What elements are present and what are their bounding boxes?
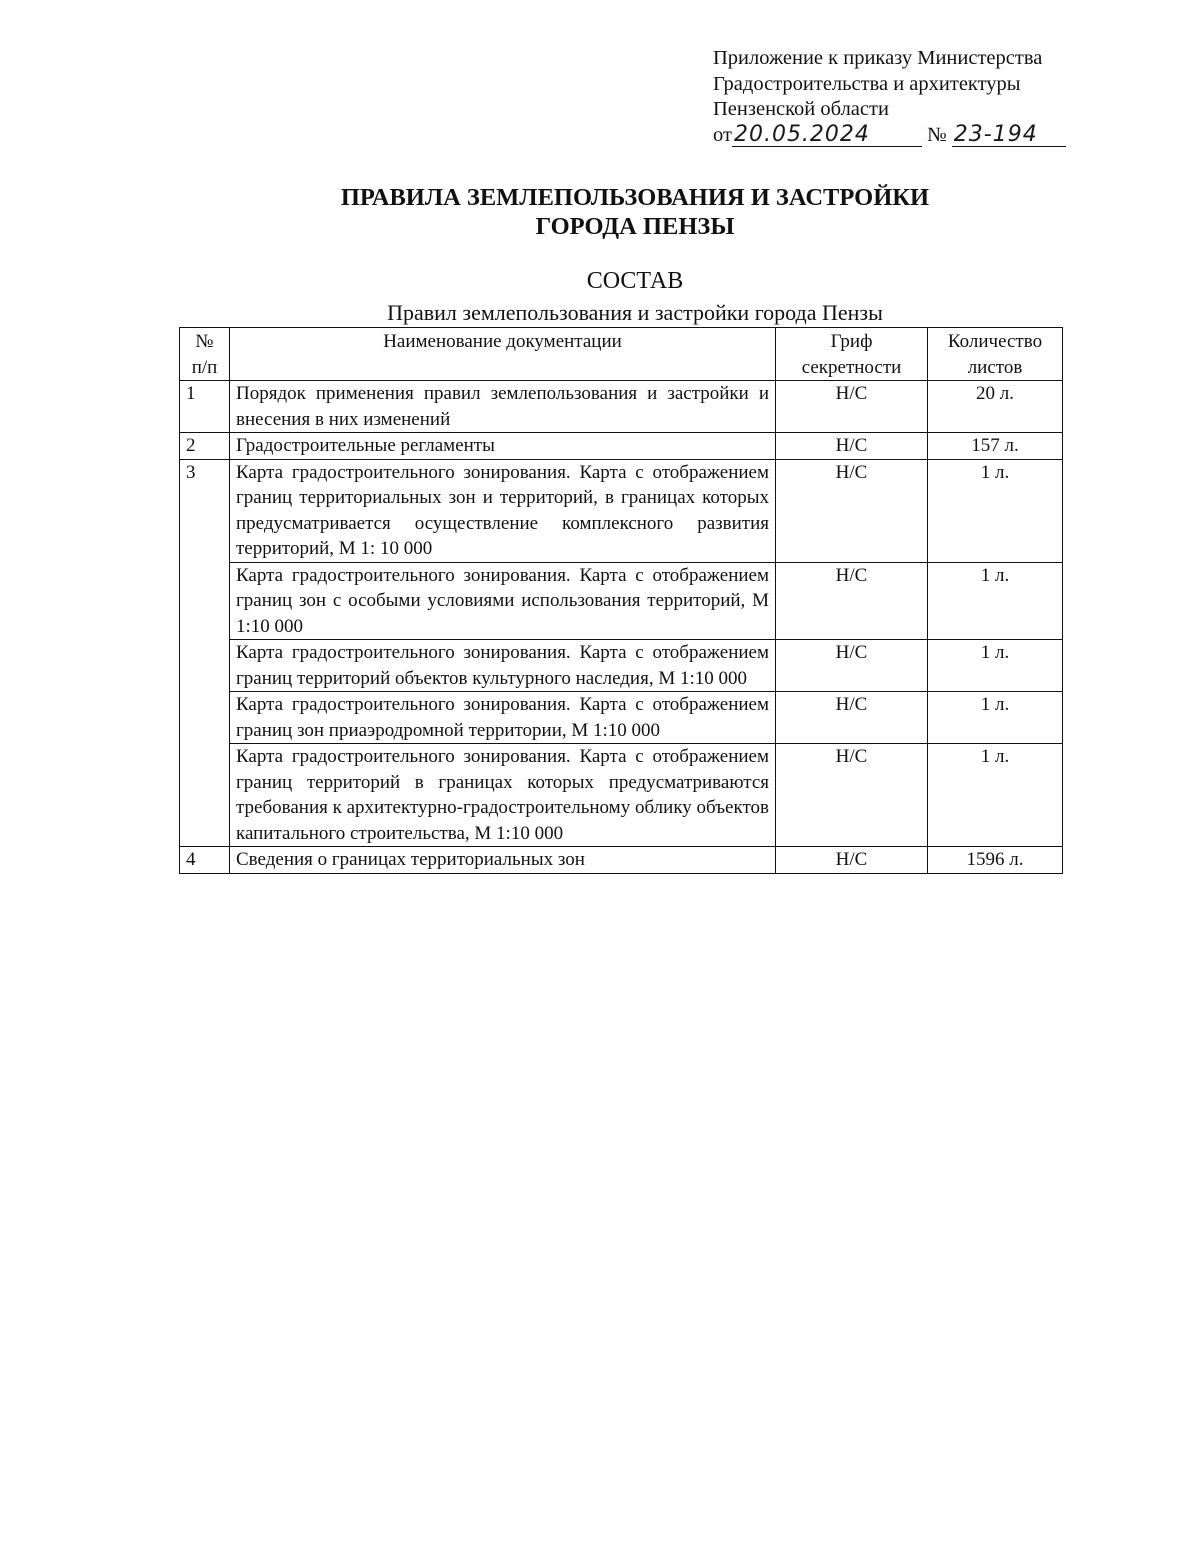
composition-subtitle: Правил землепользования и застройки города Пензы — [387, 300, 883, 325]
header-secrecy: Гриф секретности — [776, 328, 928, 381]
row-name: Сведения о границах территориальных зон — [230, 847, 776, 874]
document-title-line1: ПРАВИЛА ЗЕМЛЕПОЛЬЗОВАНИЯ И ЗАСТРОЙКИ — [340, 184, 930, 211]
number-prefix: № — [927, 123, 947, 146]
row-secrecy: Н/С — [776, 433, 928, 460]
appendix-block — [713, 46, 1153, 153]
row-sheets: 1 л. — [928, 744, 1063, 847]
row-secrecy: Н/С — [776, 640, 928, 692]
table-header-row — [180, 328, 1063, 381]
row-secrecy: Н/С — [776, 692, 928, 744]
row-secrecy: Н/С — [776, 744, 928, 847]
row-secrecy: Н/С — [776, 847, 928, 874]
row-name: Карта градостроительного зонирования. Карта с отображением границ зон с особыми условиями использования территорий, М 1:10 000 — [230, 562, 776, 640]
header-num: № п/п — [180, 328, 230, 381]
order-date-handwritten: 20.05.2024 — [733, 121, 870, 147]
document-title-line2: ГОРОДА ПЕНЗЫ — [535, 213, 735, 240]
row-name: Карта градостроительного зонирования. Карта с отображением границ зон приаэродромной территории, М 1:10 000 — [230, 692, 776, 744]
row-secrecy: Н/С — [776, 562, 928, 640]
row-secrecy: Н/С — [776, 459, 928, 562]
row-sheets: 157 л. — [928, 433, 1063, 460]
order-number-handwritten: 23-194 — [953, 121, 1038, 147]
document-title — [0, 183, 1200, 241]
table-row — [180, 640, 1063, 692]
row-name: Карта градостроительного зонирования. Карта с отображением границ территорий объектов культурного наследия, М 1:10 000 — [230, 640, 776, 692]
row-num: 4 — [180, 847, 230, 874]
table-row — [180, 459, 1063, 562]
row-sheets: 1596 л. — [928, 847, 1063, 874]
appendix-line: Пензенской области — [713, 98, 889, 120]
row-sheets: 1 л. — [928, 562, 1063, 640]
documents-table — [179, 327, 1063, 874]
order-date-field — [732, 121, 922, 147]
row-name: Градостроительные регламенты — [230, 433, 776, 460]
row-sheets: 1 л. — [928, 640, 1063, 692]
table-row — [180, 433, 1063, 460]
table-row — [180, 381, 1063, 433]
row-num: 3 — [180, 459, 230, 847]
table-row — [180, 744, 1063, 847]
row-name: Карта градостроительного зонирования. Карта с отображением границ территориальных зон и территорий, в границах которых предусматривается осуществление комплексного развития территорий, М 1: 10 000 — [230, 459, 776, 562]
row-secrecy: Н/С — [776, 381, 928, 433]
row-num: 1 — [180, 381, 230, 433]
header-sheets: Количество листов — [928, 328, 1063, 381]
table-row — [180, 847, 1063, 874]
header-name: Наименование документации — [230, 328, 776, 381]
appendix-line: Градостроительства и архитектуры — [713, 72, 1021, 95]
row-name: Порядок применения правил землепользования и застройки и внесения в них изменений — [230, 381, 776, 433]
row-name: Карта градостроительного зонирования. Карта с отображением границ территорий в границах которых предусматриваются требования к архитектурно-градостроительному облику объектов капитального строительства, М 1:10 000 — [230, 744, 776, 847]
order-number-field — [952, 121, 1066, 147]
order-date-number-line — [713, 123, 1153, 153]
composition-heading: СОСТАВ — [586, 268, 684, 294]
table-row — [180, 692, 1063, 744]
row-sheets: 20 л. — [928, 381, 1063, 433]
row-num: 2 — [180, 433, 230, 460]
row-sheets: 1 л. — [928, 459, 1063, 562]
row-sheets: 1 л. — [928, 692, 1063, 744]
date-prefix: от — [713, 123, 732, 146]
table-row — [180, 562, 1063, 640]
appendix-line: Приложение к приказу Министерства — [713, 47, 1043, 69]
